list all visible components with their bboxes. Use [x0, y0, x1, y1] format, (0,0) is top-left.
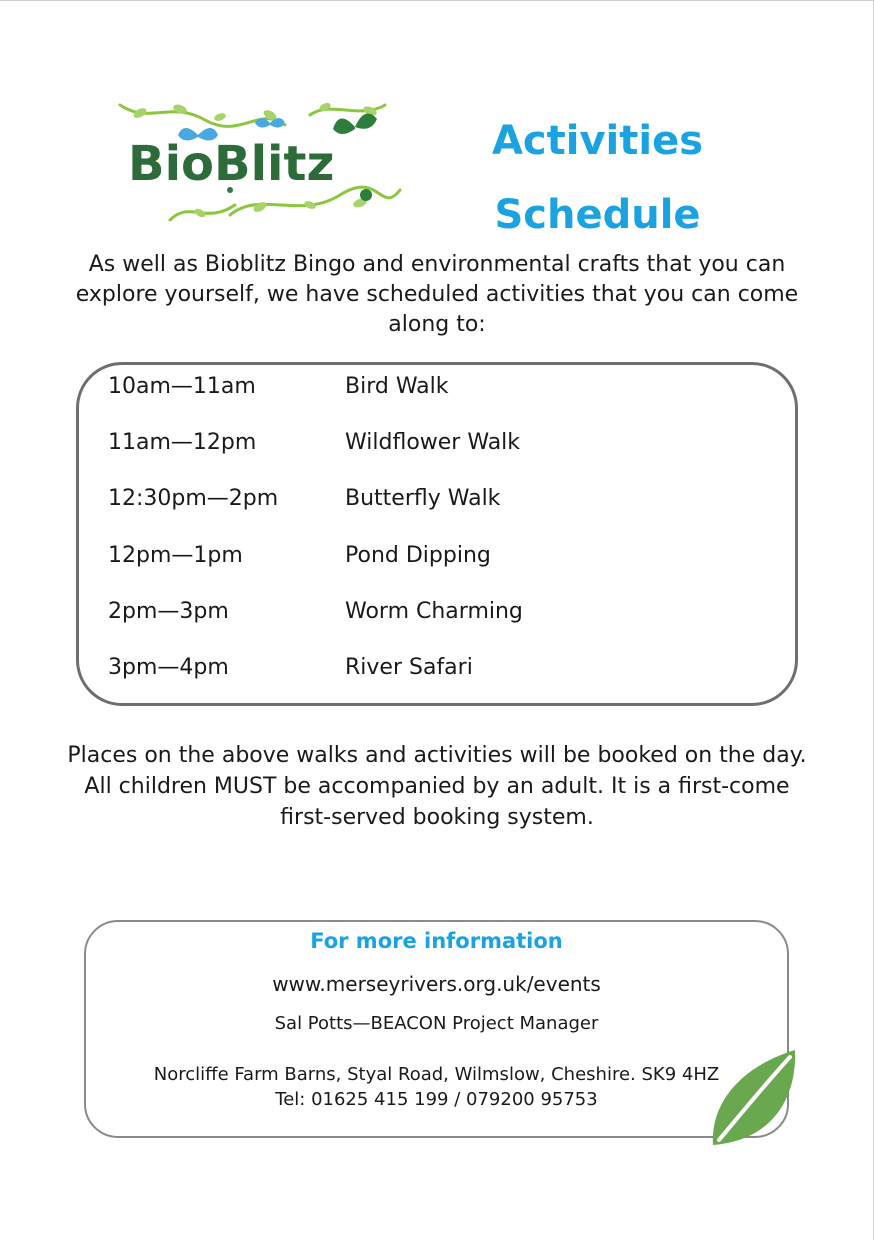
schedule-activity: Butterfly Walk [345, 486, 501, 511]
schedule-time: 11am—12pm [108, 430, 257, 455]
schedule-time: 10am—11am [108, 374, 256, 399]
address-text: Norcliffe Farm Barns, Styal Road, Wilmslow, Cheshire. SK9 4HZ [153, 1064, 720, 1085]
intro-text: As well as Bioblitz Bingo and environmental crafts that you can explore yourself, we have scheduled activities that you can come along to: [75, 252, 799, 337]
schedule-activity: Wildflower Walk [345, 430, 521, 455]
schedule-activity: Pond Dipping [345, 543, 491, 568]
telephone-text: Tel: 01625 415 199 / 079200 95753 [275, 1089, 598, 1110]
schedule-time: 12:30pm—2pm [108, 486, 279, 511]
website-link[interactable]: www.merseyrivers.org.uk/events [272, 972, 601, 996]
booking-notice: Places on the above walks and activities will be booked on the day. All children MUST be accompanied by an adult. It is a first-come first-served booking system. [67, 743, 807, 830]
contact-name: Sal Potts—BEACON Project Manager [274, 1013, 599, 1034]
logo-wordmark: BioBlitz [128, 136, 335, 192]
page-border-top [0, 0, 874, 1]
title-line-1: Activities [491, 118, 704, 164]
bioblitz-logo [110, 95, 405, 230]
title-line-2: Schedule [494, 192, 701, 238]
schedule-activity: Worm Charming [345, 599, 523, 624]
info-heading: For more information [310, 929, 563, 953]
schedule-time: 3pm—4pm [108, 655, 229, 680]
address-block [84, 1062, 789, 1112]
schedule-activity: Bird Walk [345, 374, 449, 399]
schedule-time: 2pm—3pm [108, 599, 229, 624]
leaf-icon [705, 1045, 805, 1157]
page-title [470, 104, 725, 252]
schedule-activity: River Safari [345, 655, 473, 680]
schedule-time: 12pm—1pm [108, 543, 243, 568]
